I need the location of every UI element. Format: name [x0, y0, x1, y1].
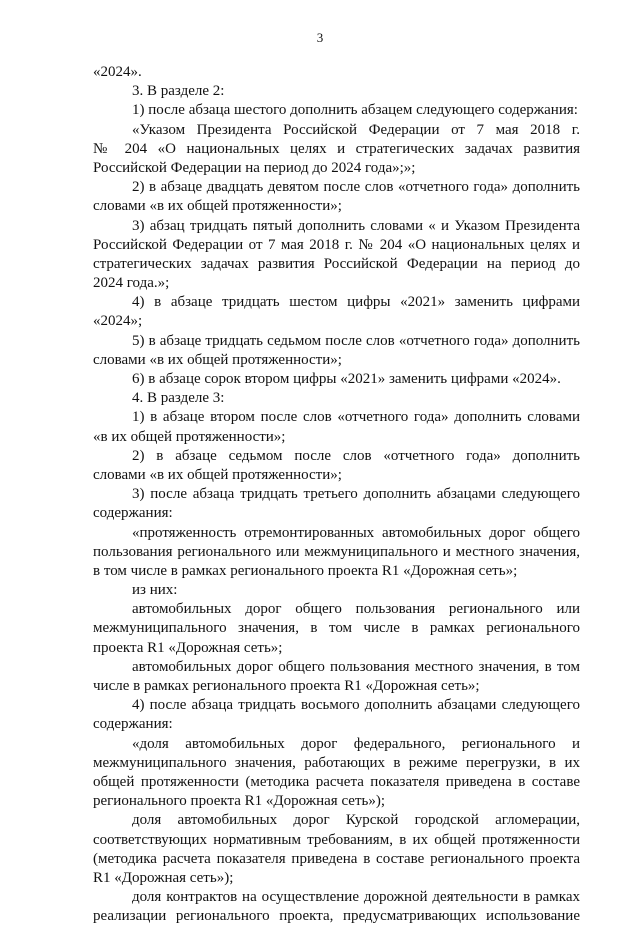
- text-line: 5) в абзаце тридцать седьмом после слов «отчетного года» дополнить: [132, 332, 580, 349]
- text-line: «протяженность отремонтированных автомобильных дорог общего: [132, 524, 580, 541]
- text-line: содержания:: [93, 505, 173, 522]
- text-line: словами «в их общей протяженности»;: [93, 466, 342, 483]
- text-line: 2024 года.»;: [93, 275, 170, 292]
- text-line: «2024»;: [93, 313, 143, 330]
- text-line: 1) после абзаца шестого дополнить абзацем следующего содержания:: [132, 102, 578, 119]
- text-line: 3) абзац тридцать пятый дополнить словами « и Указом Президента: [132, 217, 580, 234]
- text-line: межмуниципального значения, работающих в режиме перегрузки, в их: [93, 754, 580, 771]
- text-line: стратегических задачах развития Российской Федерации на период до: [93, 255, 580, 272]
- text-line: общей протяженности (методика расчета показателя приведена в составе: [93, 773, 580, 790]
- text-line: Российской Федерации на период до 2024 года»;»;: [93, 159, 416, 176]
- text-line: № 204 «О национальных целях и стратегических задачах развития: [93, 140, 580, 157]
- text-line: «доля автомобильных дорог федерального, регионального и: [132, 735, 580, 752]
- text-line: «Указом Президента Российской Федерации от 7 мая 2018 г.: [132, 121, 580, 138]
- text-line: словами «в их общей протяженности»;: [93, 198, 342, 215]
- text-line: автомобильных дорог общего пользования местного значения, в том: [132, 658, 580, 675]
- text-line: из них:: [132, 582, 178, 599]
- text-line: 1) в абзаце втором после слов «отчетного года» дополнить словами: [132, 409, 580, 426]
- text-line: 3) после абзаца тридцать третьего дополнить абзацами следующего: [132, 486, 580, 503]
- text-line: 4. В разделе 3:: [132, 390, 225, 407]
- text-line: (методика расчета показателя приведена в составе регионального проекта: [93, 850, 580, 867]
- text-line: Российской Федерации от 7 мая 2018 г. № 204 «О национальных целях и: [93, 236, 580, 253]
- text-line: «в их общей протяженности»;: [93, 428, 286, 445]
- text-line: пользования регионального или межмуниципального и местного значения,: [93, 543, 580, 560]
- text-line: реализации регионального проекта, предусматривающих использование: [93, 908, 580, 925]
- text-line: доля автомобильных дорог Курской городской агломерации,: [132, 812, 580, 829]
- text-line: 2) в абзаце двадцать девятом после слов «отчетного года» дополнить: [132, 179, 580, 196]
- text-line: R1 «Дорожная сеть»);: [93, 869, 234, 886]
- text-line: числе в рамках регионального проекта R1 «Дорожная сеть»;: [93, 678, 480, 694]
- text-line: 4) после абзаца тридцать восьмого дополнить абзацами следующего: [132, 697, 580, 714]
- text-line: регионального проекта R1 «Дорожная сеть»);: [93, 793, 386, 810]
- text-line: 3. В разделе 2:: [132, 83, 225, 100]
- text-line: «2024».: [93, 64, 142, 80]
- text-line: автомобильных дорог общего пользования регионального или: [132, 601, 580, 618]
- text-line: в том числе в рамках регионального проекта R1 «Дорожная сеть»;: [93, 562, 518, 579]
- document-body: [93, 63, 580, 926]
- text-line: словами «в их общей протяженности»;: [93, 351, 342, 368]
- text-line: проекта R1 «Дорожная сеть»;: [93, 639, 283, 656]
- text-line: 4) в абзаце тридцать шестом цифры «2021» заменить цифрами: [132, 294, 580, 311]
- text-line: межмуниципального значения, в том числе в рамках регионального: [93, 620, 580, 637]
- text-line: доля контрактов на осуществление дорожной деятельности в рамках: [132, 889, 580, 906]
- text-line: 2) в абзаце седьмом после слов «отчетного года» дополнить: [132, 447, 580, 464]
- text-line: содержания:: [93, 716, 173, 733]
- page-number: 3: [316, 30, 324, 45]
- text-line: 6) в абзаце сорок втором цифры «2021» заменить цифрами «2024».: [132, 371, 561, 387]
- text-line: соответствующих нормативным требованиям, в их общей протяженности: [93, 831, 580, 848]
